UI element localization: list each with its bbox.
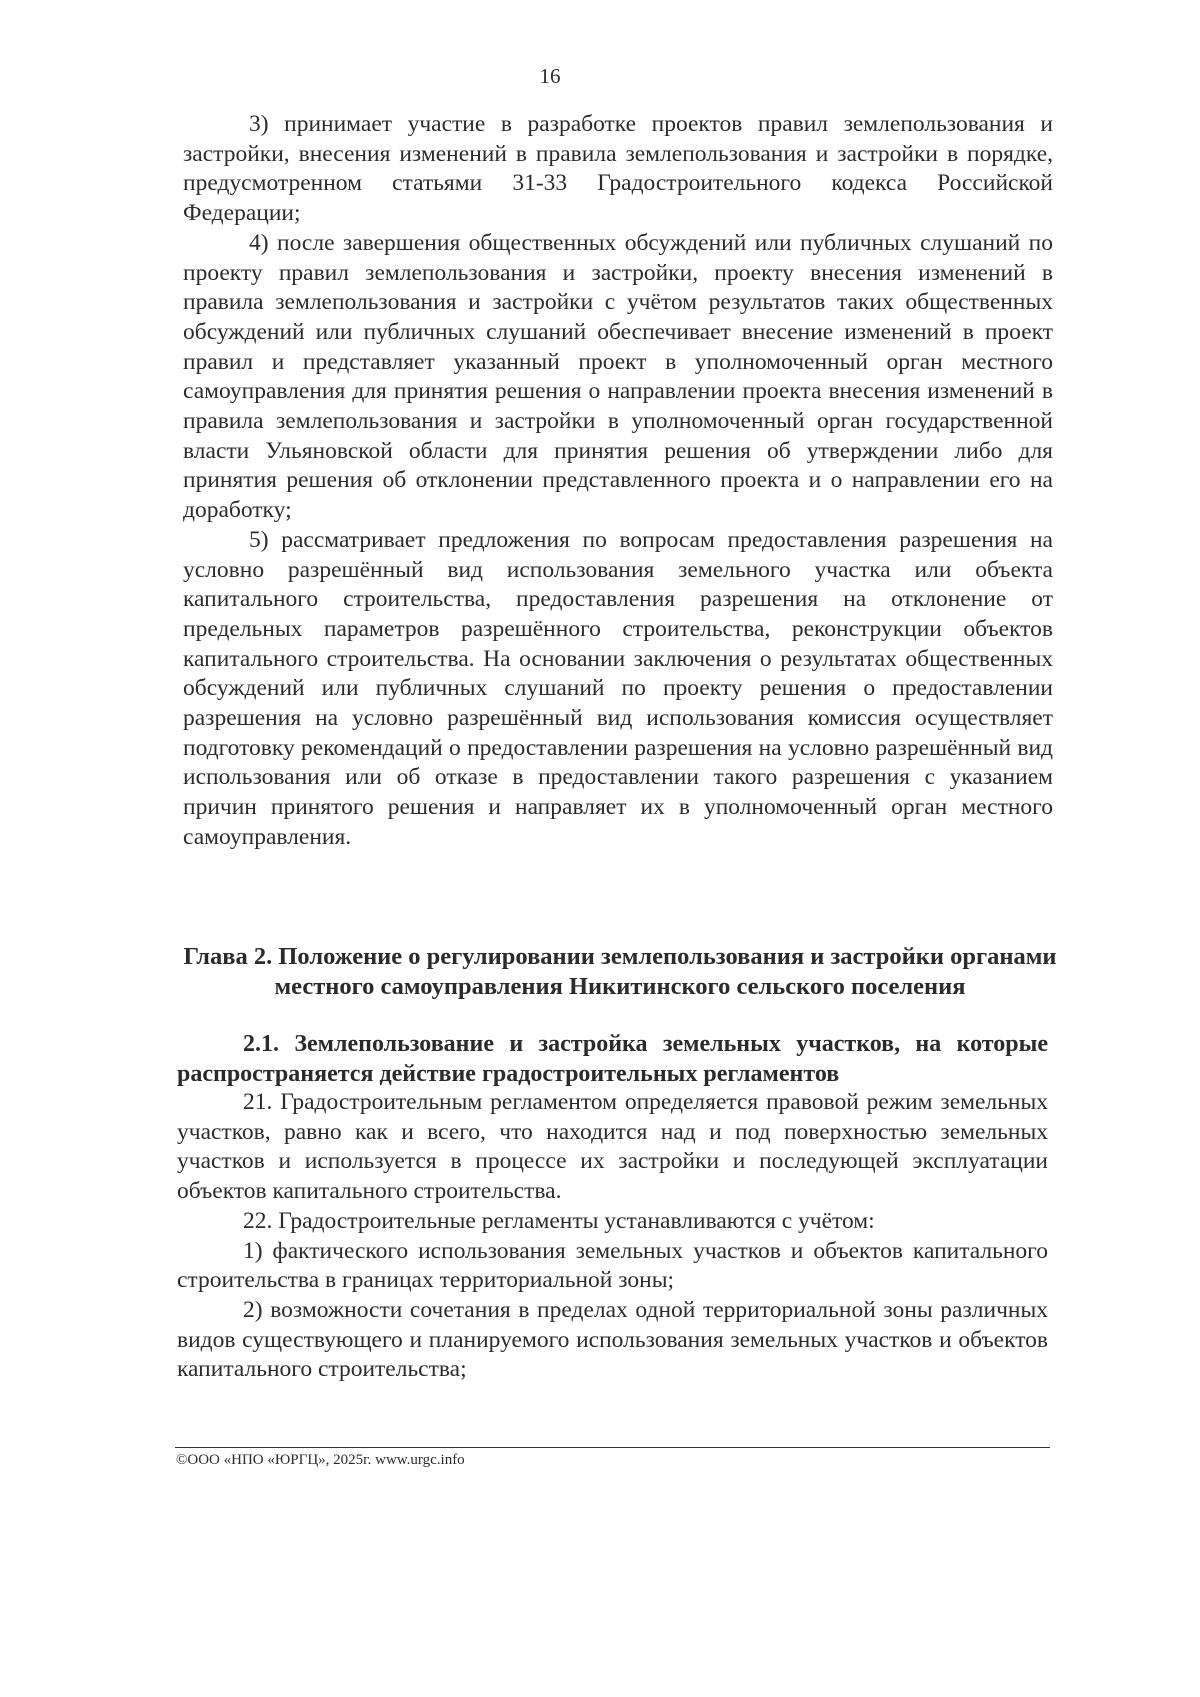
section-body	[177, 1088, 1048, 1385]
paragraph-item-3: 3) принимает участие в разработке проектов правил землепользования и застройки, внесения изменений в правила землепользования и застройки в порядке, предусмотренном статьями 31-33 Градостроительного кодекса Российской Федерации;	[183, 111, 1053, 227]
footer-copyright: ©ООО «НПО «ЮРГЦ», 2025г. www.urgc.info	[176, 1452, 465, 1468]
paragraph-22: 22. Градостроительные регламенты устанавливаются с учётом:	[243, 1207, 875, 1234]
paragraph-22-item-2: 2) возможности сочетания в пределах одной территориальной зоны различных видов существующего и планируемого использования земельных участков и объектов капитального строительства;	[177, 1296, 1048, 1383]
chapter-heading: Глава 2. Положение о регулировании землепользования и застройки органами местного самоуправления Никитинского сельского поселения	[183, 943, 1057, 1000]
paragraph-item-4: 4) после завершения общественных обсуждений или публичных слушаний по проекту правил землепользования и застройки, проекту внесения изменений в правила землепользования и застройки с учётом результатов таких общественных обсуждений или публичных слушаний обеспечивает внесение изменений в проект правил и представляет указанный проект в уполномоченный орган местного самоуправления для принятия решения о направлении проекта внесения изменений в правила землепользования и застройки в уполномоченный орган государственной власти Ульяновской области для принятия решения об утверждении либо для принятия решения об отклонении представленного проекта и о направлении его на доработку;	[183, 229, 1053, 524]
paragraph-item-5: 5) рассматривает предложения по вопросам предоставления разрешения на условно разрешённый вид использования земельного участка или объекта капитального строительства, предоставления разрешения на отклонение от предельных параметров разрешённого строительства, реконструкции объектов капитального строительства. На основании заключения о результатах общественных обсуждений или публичных слушаний по проекту решения о предоставлении разрешения на условно разрешённый вид использования комиссия осуществляет подготовку рекомендаций о предоставлении разрешения на условно разрешённый вид использования или об отказе в предоставлении такого разрешения с указанием причин принятого решения и направляет их в уполномоченный орган местного самоуправления.	[183, 526, 1053, 850]
commission-duties-list	[183, 110, 1053, 853]
paragraph-22-item-1: 1) фактического использования земельных участков и объектов капитального строительства в границах территориальной зоны;	[177, 1237, 1048, 1294]
section-heading: 2.1. Землепользование и застройка земельных участков, на которые распространяется действие градостроительных регламентов	[177, 1031, 1048, 1087]
page-number: 16	[539, 64, 561, 88]
footer-divider	[175, 1447, 1050, 1448]
paragraph-21: 21. Градостроительным регламентом определяется правовой режим земельных участков, равно как и всего, что находится над и под поверхностью земельных участков и используется в процессе их застройки и последующей эксплуатации объектов капитального строительства.	[177, 1089, 1048, 1205]
